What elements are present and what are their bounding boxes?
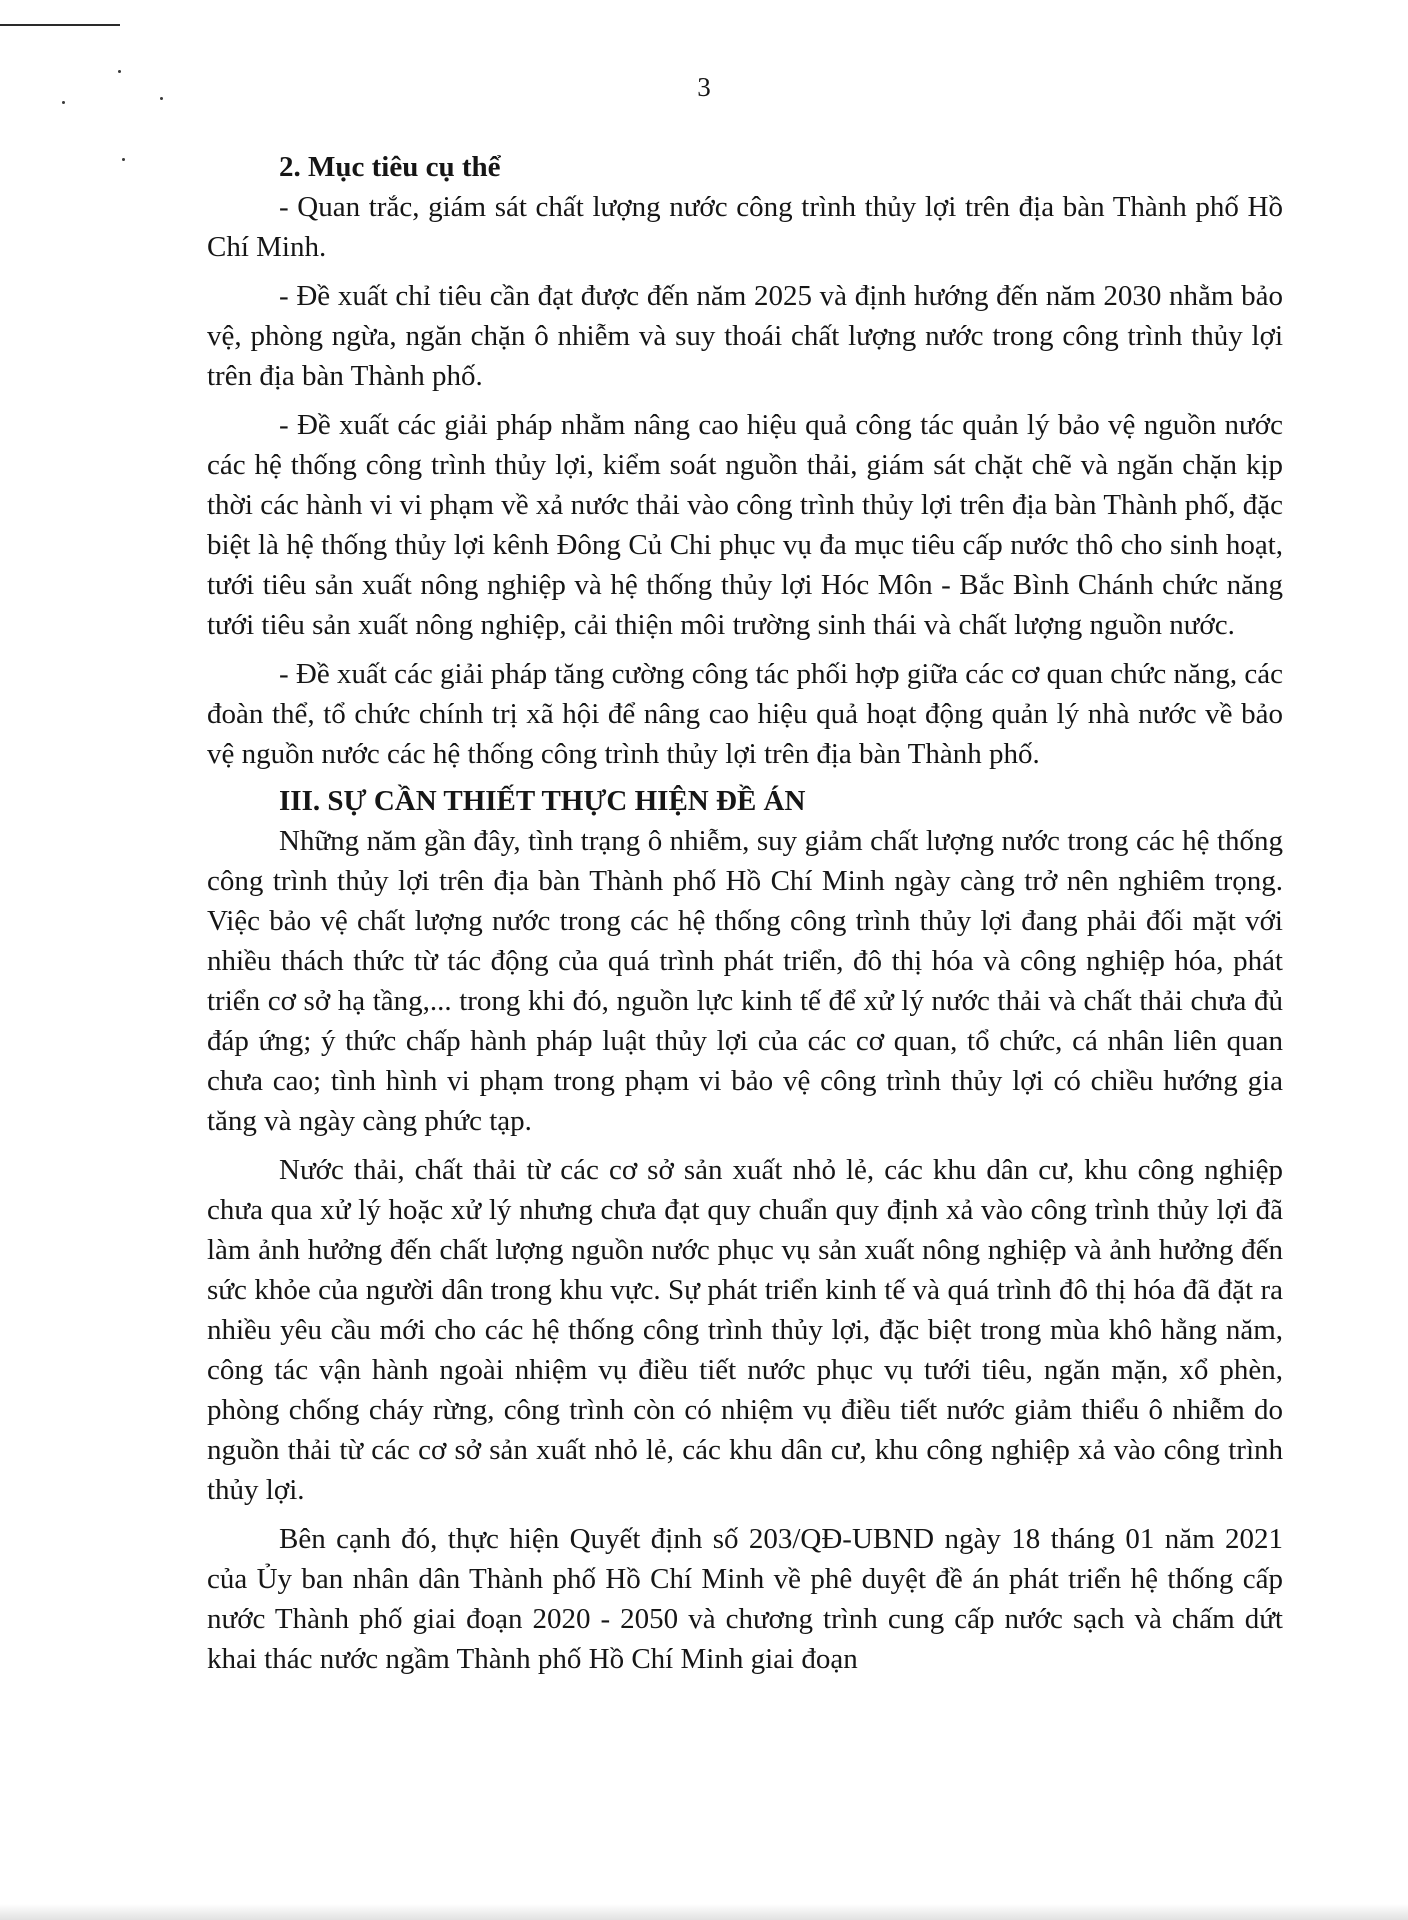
section-heading-necessity: III. SỰ CẦN THIẾT THỰC HIỆN ĐỀ ÁN xyxy=(279,785,806,817)
document-body xyxy=(207,147,1283,1679)
objective-item: - Đề xuất các giải pháp tăng cường công tác phối hợp giữa các cơ quan chức năng, các đoàn thể, tổ chức chính trị xã hội để nâng cao hiệu quả hoạt động quản lý nhà nước về bảo vệ nguồn nước các hệ thống công trình thủy lợi trên địa bàn Thành phố. xyxy=(207,658,1283,770)
scan-speck xyxy=(122,158,125,161)
scan-artifact-line xyxy=(0,24,120,26)
page-number: 3 xyxy=(697,72,711,102)
objective-item: - Quan trắc, giám sát chất lượng nước công trình thủy lợi trên địa bàn Thành phố Hồ Chí Minh. xyxy=(207,191,1283,263)
objective-item: - Đề xuất chỉ tiêu cần đạt được đến năm 2025 và định hướng đến năm 2030 nhằm bảo vệ, phòng ngừa, ngăn chặn ô nhiễm và suy thoái chất lượng nước trong công trình thủy lợi trên địa bàn Thành phố. xyxy=(207,280,1283,392)
section-heading-specific-objectives: 2. Mục tiêu cụ thể xyxy=(279,151,501,183)
body-paragraph: Những năm gần đây, tình trạng ô nhiễm, suy giảm chất lượng nước trong các hệ thống công trình thủy lợi trên địa bàn Thành phố Hồ Chí Minh ngày càng trở nên nghiêm trọng. Việc bảo vệ chất lượng nước trong các hệ thống công trình thủy lợi đang phải đối mặt với nhiều thách thức từ tác động của quá trình phát triển, đô thị hóa và công nghiệp hóa, phát triển cơ sở hạ tầng,... trong khi đó, nguồn lực kinh tế để xử lý nước thải và chất thải chưa đủ đáp ứng; ý thức chấp hành pháp luật thủy lợi của các cơ quan, tổ chức, cá nhân liên quan chưa cao; tình hình vi phạm trong phạm vi bảo vệ công trình thủy lợi có chiều hướng gia tăng và ngày càng phức tạp. xyxy=(207,825,1283,1137)
body-paragraph: Bên cạnh đó, thực hiện Quyết định số 203/QĐ-UBND ngày 18 tháng 01 năm 2021 của Ủy ban nhân dân Thành phố Hồ Chí Minh về phê duyệt đề án phát triển hệ thống cấp nước Thành phố giai đoạn 2020 - 2050 và chương trình cung cấp nước sạch và chấm dứt khai thác nước ngầm Thành phố Hồ Chí Minh giai đoạn xyxy=(207,1523,1283,1675)
body-paragraph: Nước thải, chất thải từ các cơ sở sản xuất nhỏ lẻ, các khu dân cư, khu công nghiệp chưa qua xử lý hoặc xử lý nhưng chưa đạt quy chuẩn quy định xả vào công trình thủy lợi đã làm ảnh hưởng đến chất lượng nguồn nước phục vụ sản xuất nông nghiệp và ảnh hưởng đến sức khỏe của người dân trong khu vực. Sự phát triển kinh tế và quá trình đô thị hóa đã đặt ra nhiều yêu cầu mới cho các hệ thống công trình thủy lợi, đặc biệt trong mùa khô hằng năm, công tác vận hành ngoài nhiệm vụ điều tiết nước phục vụ tưới tiêu, ngăn mặn, xổ phèn, phòng chống cháy rừng, công trình còn có nhiệm vụ điều tiết nước giảm thiểu ô nhiễm do nguồn thải từ các cơ sở sản xuất nhỏ lẻ, các khu dân cư, khu công nghiệp xả vào công trình thủy lợi. xyxy=(207,1154,1283,1506)
scan-artifact-bottom-edge xyxy=(0,1904,1408,1920)
objective-item: - Đề xuất các giải pháp nhằm nâng cao hiệu quả công tác quản lý bảo vệ nguồn nước các hệ thống công trình thủy lợi, kiểm soát nguồn thải, giám sát chặt chẽ và ngăn chặn kịp thời các hành vi vi phạm về xả nước thải vào công trình thủy lợi trên địa bàn Thành phố, đặc biệt là hệ thống thủy lợi kênh Đông Củ Chi phục vụ đa mục tiêu cấp nước thô cho sinh hoạt, tưới tiêu sản xuất nông nghiệp và hệ thống thủy lợi Hóc Môn - Bắc Bình Chánh chức năng tưới tiêu sản xuất nông nghiệp, cải thiện môi trường sinh thái và chất lượng nguồn nước. xyxy=(207,409,1283,641)
